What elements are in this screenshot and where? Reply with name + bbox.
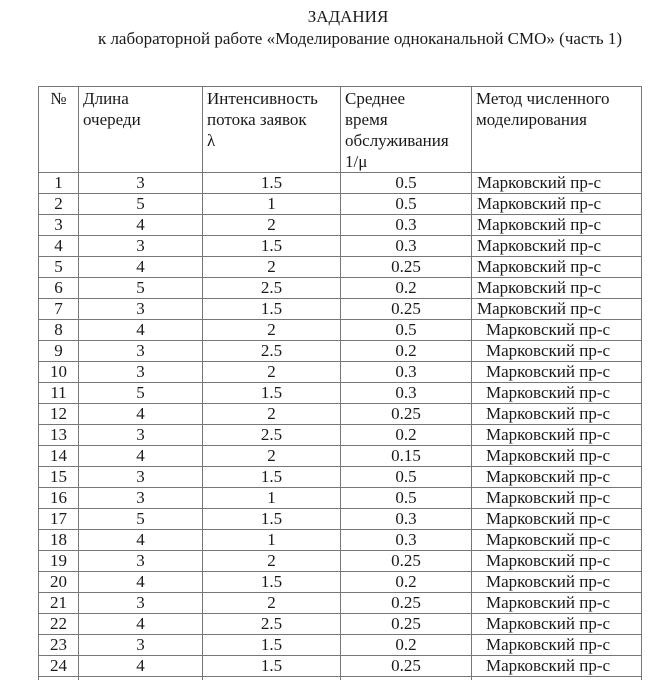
arrival-rate-cell: 1 [203,530,341,551]
row-number: 8 [39,320,79,341]
queue-length-cell: 3 [79,467,203,488]
method-cell: Марковский пр-с [472,320,642,341]
service-time-cell: 0.2 [341,341,472,362]
row-number: 3 [39,215,79,236]
header-text-line: Среднее [345,89,405,108]
row-number: 2 [39,194,79,215]
arrival-rate-cell: 2 [203,320,341,341]
empty-cell [39,677,79,681]
queue-length-cell: 3 [79,425,203,446]
method-cell: Марковский пр-с [472,551,642,572]
table-row [39,257,642,278]
method-cell: Марковский пр-с [472,656,642,677]
method-cell: Марковский пр-с [472,530,642,551]
arrival-rate-cell: 2 [203,551,341,572]
service-time-cell: 0.3 [341,383,472,404]
queue-length-cell: 4 [79,530,203,551]
service-time-cell: 0.2 [341,572,472,593]
row-number: 10 [39,362,79,383]
table-row [39,278,642,299]
table-row [39,614,642,635]
arrival-rate-cell: 1.5 [203,383,341,404]
arrival-rate-cell: 2 [203,446,341,467]
table-row [39,446,642,467]
document-subtitle: к лабораторной работе «Моделирование одноканальной СМО» (часть 1) [97,29,623,48]
service-time-cell: 0.5 [341,467,472,488]
queue-length-cell: 3 [79,593,203,614]
table-row [39,299,642,320]
row-number: 16 [39,488,79,509]
row-number: 15 [39,467,79,488]
header-text-line: время [345,110,388,129]
queue-length-cell: 3 [79,236,203,257]
header-method [472,87,642,173]
empty-cell [341,677,472,681]
row-number: 24 [39,656,79,677]
row-number: 1 [39,173,79,194]
service-time-cell: 0.25 [341,593,472,614]
arrival-rate-cell: 2.5 [203,278,341,299]
queue-length-cell: 5 [79,278,203,299]
header-number [39,87,79,173]
queue-length-cell: 3 [79,362,203,383]
table-row [39,362,642,383]
table-row [39,383,642,404]
header-service-time [341,87,472,173]
table-row [39,320,642,341]
header-text-line: № [50,89,67,108]
arrival-rate-cell: 2 [203,362,341,383]
table-row [39,404,642,425]
header-arrival-rate [203,87,341,173]
method-cell: Марковский пр-с [472,215,642,236]
arrival-rate-cell: 2 [203,593,341,614]
service-time-cell: 0.2 [341,425,472,446]
method-cell: Марковский пр-с [472,614,642,635]
table-row [39,488,642,509]
service-time-cell: 0.5 [341,320,472,341]
row-number: 22 [39,614,79,635]
queue-length-cell: 4 [79,404,203,425]
row-number: 13 [39,425,79,446]
queue-length-cell: 4 [79,446,203,467]
service-time-cell: 0.3 [341,215,472,236]
method-cell: Марковский пр-с [472,635,642,656]
row-number: 18 [39,530,79,551]
table-row [39,341,642,362]
row-number: 11 [39,383,79,404]
queue-length-cell: 3 [79,299,203,320]
arrival-rate-cell: 2 [203,257,341,278]
header-text-line: 1/μ [345,152,368,171]
method-cell: Марковский пр-с [472,425,642,446]
queue-length-cell: 4 [79,572,203,593]
queue-length-cell: 3 [79,551,203,572]
queue-length-cell: 3 [79,173,203,194]
table-row [39,509,642,530]
row-number: 4 [39,236,79,257]
arrival-rate-cell: 2.5 [203,425,341,446]
method-cell: Марковский пр-с [472,488,642,509]
row-number: 23 [39,635,79,656]
method-cell: Марковский пр-с [472,341,642,362]
header-text-line: Интенсивность [207,89,318,108]
method-cell: Марковский пр-с [472,593,642,614]
queue-length-cell: 5 [79,194,203,215]
table-header-row [39,87,642,173]
header-text-line: очереди [83,110,141,129]
header-text-line: λ [207,131,216,150]
row-number: 17 [39,509,79,530]
arrival-rate-cell: 1.5 [203,467,341,488]
arrival-rate-cell: 1.5 [203,509,341,530]
service-time-cell: 0.25 [341,404,472,425]
arrival-rate-cell: 1.5 [203,236,341,257]
arrival-rate-cell: 2 [203,215,341,236]
service-time-cell: 0.2 [341,635,472,656]
service-time-cell: 0.3 [341,509,472,530]
arrival-rate-cell: 1.5 [203,572,341,593]
assignments-table [38,86,642,680]
arrival-rate-cell: 1.5 [203,656,341,677]
queue-length-cell: 3 [79,488,203,509]
table-row [39,236,642,257]
method-cell: Марковский пр-с [472,572,642,593]
queue-length-cell: 4 [79,257,203,278]
method-cell: Марковский пр-с [472,257,642,278]
header-text-line: потока заявок [207,110,307,129]
arrival-rate-cell: 2 [203,404,341,425]
row-number: 20 [39,572,79,593]
queue-length-cell: 4 [79,320,203,341]
method-cell: Марковский пр-с [472,194,642,215]
queue-length-cell: 5 [79,383,203,404]
table-row [39,635,642,656]
method-cell: Марковский пр-с [472,362,642,383]
method-cell: Марковский пр-с [472,299,642,320]
table-row [39,467,642,488]
arrival-rate-cell: 1 [203,488,341,509]
queue-length-cell: 3 [79,341,203,362]
table-row [39,425,642,446]
queue-length-cell: 5 [79,509,203,530]
table-row [39,572,642,593]
service-time-cell: 0.3 [341,236,472,257]
method-cell: Марковский пр-с [472,509,642,530]
service-time-cell: 0.5 [341,194,472,215]
service-time-cell: 0.25 [341,656,472,677]
row-number: 12 [39,404,79,425]
method-cell: Марковский пр-с [472,383,642,404]
method-cell: Марковский пр-с [472,236,642,257]
header-text-line: Длина [83,89,129,108]
queue-length-cell: 3 [79,635,203,656]
arrival-rate-cell: 2.5 [203,341,341,362]
row-number: 9 [39,341,79,362]
method-cell: Марковский пр-с [472,278,642,299]
header-text-line: Метод численного [476,89,610,108]
method-cell: Марковский пр-с [472,173,642,194]
service-time-cell: 0.25 [341,614,472,635]
queue-length-cell: 4 [79,614,203,635]
queue-length-cell: 4 [79,215,203,236]
row-number: 14 [39,446,79,467]
arrival-rate-cell: 1.5 [203,173,341,194]
row-number: 19 [39,551,79,572]
row-number: 6 [39,278,79,299]
service-time-cell: 0.5 [341,173,472,194]
table-row-partial [39,677,642,681]
table-row [39,530,642,551]
arrival-rate-cell: 1.5 [203,299,341,320]
arrival-rate-cell: 1 [203,194,341,215]
row-number: 21 [39,593,79,614]
service-time-cell: 0.25 [341,299,472,320]
header-queue-length [79,87,203,173]
method-cell: Марковский пр-с [472,404,642,425]
document-title: ЗАДАНИЯ [307,7,389,26]
table-row [39,215,642,236]
empty-cell [203,677,341,681]
empty-cell [472,677,642,681]
service-time-cell: 0.15 [341,446,472,467]
row-number: 7 [39,299,79,320]
table-row [39,194,642,215]
table-row [39,656,642,677]
service-time-cell: 0.5 [341,488,472,509]
service-time-cell: 0.25 [341,257,472,278]
method-cell: Марковский пр-с [472,467,642,488]
method-cell: Марковский пр-с [472,446,642,467]
table-body [39,173,642,681]
empty-cell [79,677,203,681]
header-text-line: обслуживания [345,131,449,150]
service-time-cell: 0.25 [341,551,472,572]
arrival-rate-cell: 2.5 [203,614,341,635]
arrival-rate-cell: 1.5 [203,635,341,656]
header-text-line: моделирования [476,110,587,129]
row-number: 5 [39,257,79,278]
service-time-cell: 0.3 [341,362,472,383]
service-time-cell: 0.2 [341,278,472,299]
table-row [39,593,642,614]
table-row [39,551,642,572]
queue-length-cell: 4 [79,656,203,677]
service-time-cell: 0.3 [341,530,472,551]
table-row [39,173,642,194]
